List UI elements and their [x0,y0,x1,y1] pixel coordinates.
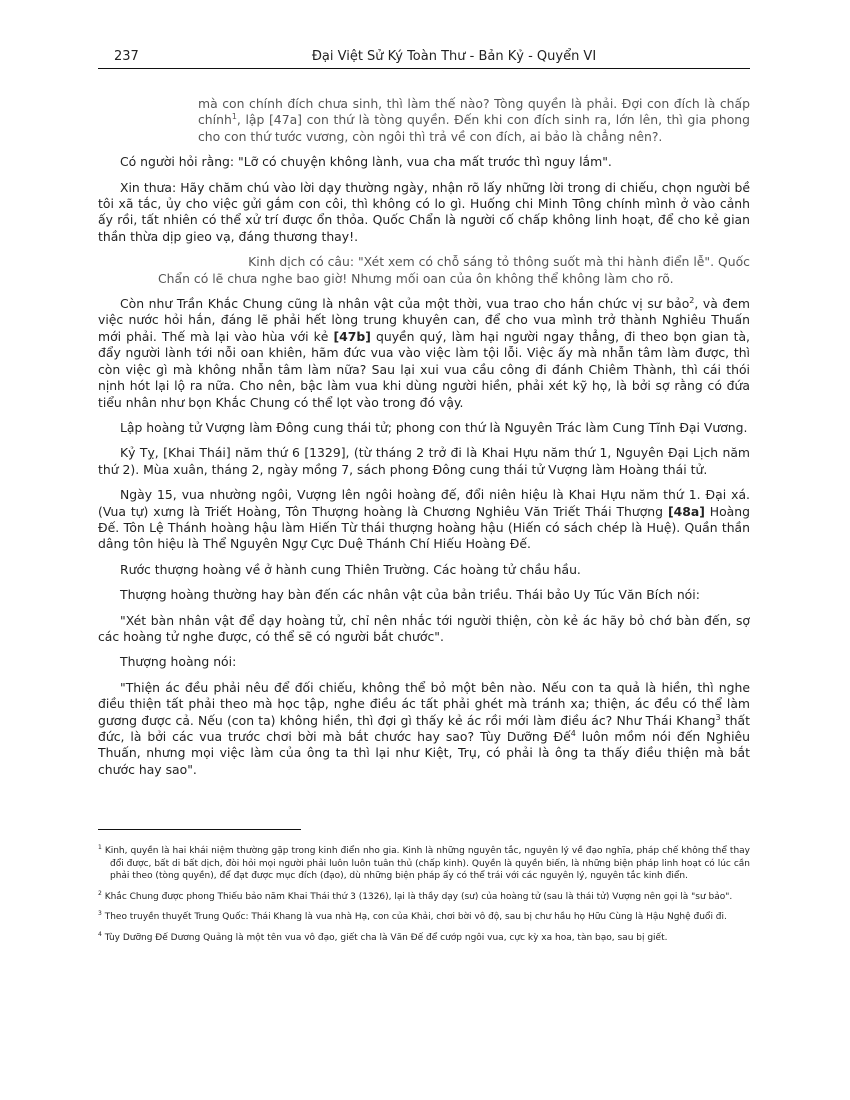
paragraph: Thượng hoàng nói: [120,654,237,670]
footnote-text: Kinh, quyền là hai khái niệm thường gặp trong kinh điển nho gia. Kinh là những nguyên tắc, nguyên lý về đạo nghĩa, pháp chế không thể thay đổi được, bất di bất dịch, đòi hỏi mọi người phải luôn luôn tuân thủ (chấp kinh). Quyền là quyền biến, là những biện pháp linh hoạt có lúc cần phải theo (tòng quyền), để đạt được mục đích (đạo), dù những biện pháp ấy có thể trái với các nguyên lý, nguyên tắc kinh điển. [104,846,750,882]
page-number: 237 [114,49,139,64]
paragraph: Rước thượng hoàng về ở hành cung Thiên Trường. Các hoàng tử chầu hầu. [120,561,581,577]
paragraph: Có người hỏi rằng: "Lỡ có chuyện không lành, vua cha mất trước thì nguy lắm". [120,154,612,170]
paragraph: Thượng hoàng thường hay bàn đến các nhân vật của bản triều. Thái bảo Uy Túc Văn Bích nói: [120,587,700,603]
footnote-ref: 2 [689,295,695,305]
paragraph [98,296,750,411]
folio-marker: [48a] [667,503,705,519]
footnote-ref: 1 [231,112,237,122]
footnote [98,911,750,924]
paragraph-text: Hoàng Đế. Tôn Lệ Thánh hoàng hậu làm Hiến Từ thái thượng hoàng hậu (Hiến có sách chép là Huệ). Quần thần dâng tôn hiệu là Thể Nguyên Ngự Cực Duệ Thánh Chí Hiếu Hoàng Đế. [98,503,750,552]
footnotes [98,845,750,953]
footnote-text: Khắc Chung được phong Thiếu bảo năm Khai Thái thứ 3 (1326), lại là thầy dạy (sư) của hoàng tử (sau là thái tử) Vượng nên gọi là "sư bảo". [104,891,733,902]
paragraph-text: Ngày 15, vua nhường ngôi, Vượng lên ngôi hoàng đế, đổi niên hiệu là Khai Hựu năm thứ 1. Đại xá. (Vua tự) xưng là Triết Hoàng, Tôn Thượng hoàng là Chương Nghiêu Văn Triết Thái Thượng [98,487,750,519]
footnote-ref: 3 [715,712,721,722]
running-title: Đại Việt Sử Ký Toàn Thư - Bản Kỷ - Quyển VI [311,49,597,64]
paragraph: Lập hoàng tử Vượng làm Đông cung thái tử; phong con thứ là Nguyên Trác làm Cung Tĩnh Đại Vương. [120,419,748,435]
footnote-number: 1 [98,844,102,851]
paragraph-text: "Thiện ác đều phải nêu để đối chiếu, không thể bỏ một bên nào. Nếu con ta quả là hiền, thì nghe điều thiện tất phải theo mà học tập, nghe điều ác tất phải ghét mà tránh xa; thiện, ác đều có thể làm gương được cả. Nếu (con ta) không hiền, thì đợi gì thấy kẻ ác rồi mới làm điều ác? Như Thái Khang [98,679,750,728]
footnote [98,932,750,945]
commentary-line: Kinh dịch có câu: "Xét xem có chỗ sáng tỏ thông suốt mà thi hành điển lễ". Quốc [248,254,750,270]
commentary-text: , lập [47a] con thứ là tòng quyền. Đến khi con đích sinh ra, lớn lên, thì gia phong cho con thứ tước vương, còn ngôi thì trả về con đích, ai bảo là chẳng nên?. [198,112,750,144]
footnote-number: 2 [98,889,102,897]
footnote-separator [98,829,301,830]
paragraph [98,487,750,553]
footnote-ref: 4 [570,728,576,738]
paragraph-text: , và đem việc nước hỏi hắn, đáng lẽ phải hết lòng trung khuyên can, để cho vua mình trở thành Nghiêu Thuấn mới phải. Thế mà lại vào hùa với kẻ [98,296,750,344]
paragraph-text: quyền quý, làm hại người ngay thẳng, đi theo bọn gian tà, đẩy người lành tới nỗi oan khiên, hãm đức vua vào việc làm tội lỗi. Việc ấy mà nhẫn tâm làm được, thì còn việc gì mà không nhẫn tâm làm nữa? Sau lại xui vua cầu công đi đánh Chiêm Thành, thì cái thói nịnh hót lại lộ ra nữa. Cho nên, bậc làm vua khi dùng người hiền, phải xét kỹ họ, là bởi sợ rằng có đứa tiểu nhân như bọn Khắc Chung có thể lọt vào trong đó vậy. [98,328,750,410]
paragraph: Xin thưa: Hãy chăm chú vào lời dạy thường ngày, nhận rõ lấy những lời trong di chiếu, chọn người bề tôi xã tắc, ủy cho việc gửi gắm con côi, thì không có lo gì. Huống chi Minh Tông chính mình ở vào cảnh ấy rồi, tất nhiên có thể xử trí được ổn thỏa. Quốc Chẩn là người cố chấp không linh hoạt, để cho kẻ gian thần thừa dịp gieo vạ, đáng thương thay!. [98,179,750,244]
footnote [98,891,750,904]
page-header [98,46,750,69]
commentary-line: Chẩn có lẽ chưa nghe bao giờ! Nhưng mối oan của ôn không thể không làm cho rõ. [158,270,674,286]
paragraph: Kỷ Tỵ, [Khai Thái] năm thứ 6 [1329], (từ tháng 2 trở đi là Khai Hựu năm thứ 1, Nguyên Đại Lịch năm thứ 2). Mùa xuân, tháng 2, ngày mồng 7, sách phong Đông cung thái tử Vượng làm Hoàng thái tử. [98,445,750,477]
paragraph-text: Còn như Trần Khắc Chung cũng là nhân vật của một thời, vua trao cho hắn chức vị sư bảo [120,296,690,312]
footnote-number: 3 [98,910,102,918]
footnote-text: Theo truyền thuyết Trung Quốc: Thái Khang là vua nhà Hạ, con của Khải, chơi bời vô độ, sau bị chư hầu họ Hữu Cùng là Hậu Nghệ đuổi đi. [104,912,727,923]
paragraph: "Xét bàn nhân vật để dạy hoàng tử, chỉ nên nhắc tới người thiện, còn kẻ ác hãy bỏ chớ bàn đến, sợ các hoàng tử nghe được, có thể sẽ có người bắt chước". [98,612,750,644]
body-text [98,96,750,787]
footnote-text: Tùy Dưỡng Đế Dương Quảng là một tên vua vô đạo, giết cha là Văn Đế để cướp ngôi vua, cực kỳ xa hoa, tàn bạo, sau bị giết. [104,932,668,943]
paragraph-text: luôn mồm nói đến Nghiêu Thuấn, nhưng mọi việc làm của ông ta thì lại như Kiệt, Trụ, có phải là ông ta thấy điều thiện mà bắt chước hay sao". [98,729,750,777]
paragraph [98,680,750,778]
folio-marker: [47b] [333,328,371,344]
footnote-number: 4 [98,930,102,938]
commentary-continuation [198,96,750,145]
commentary-text: mà con chính đích chưa sinh, thì làm thế nào? Tòng quyền là phải. Đợi con đích là chấp chính [198,96,750,128]
paragraph-text: thất đức, là bởi các vua trước chơi bời mà bắt chước hay sao? Tùy Dưỡng Đế [98,712,750,744]
footnote [98,845,750,883]
